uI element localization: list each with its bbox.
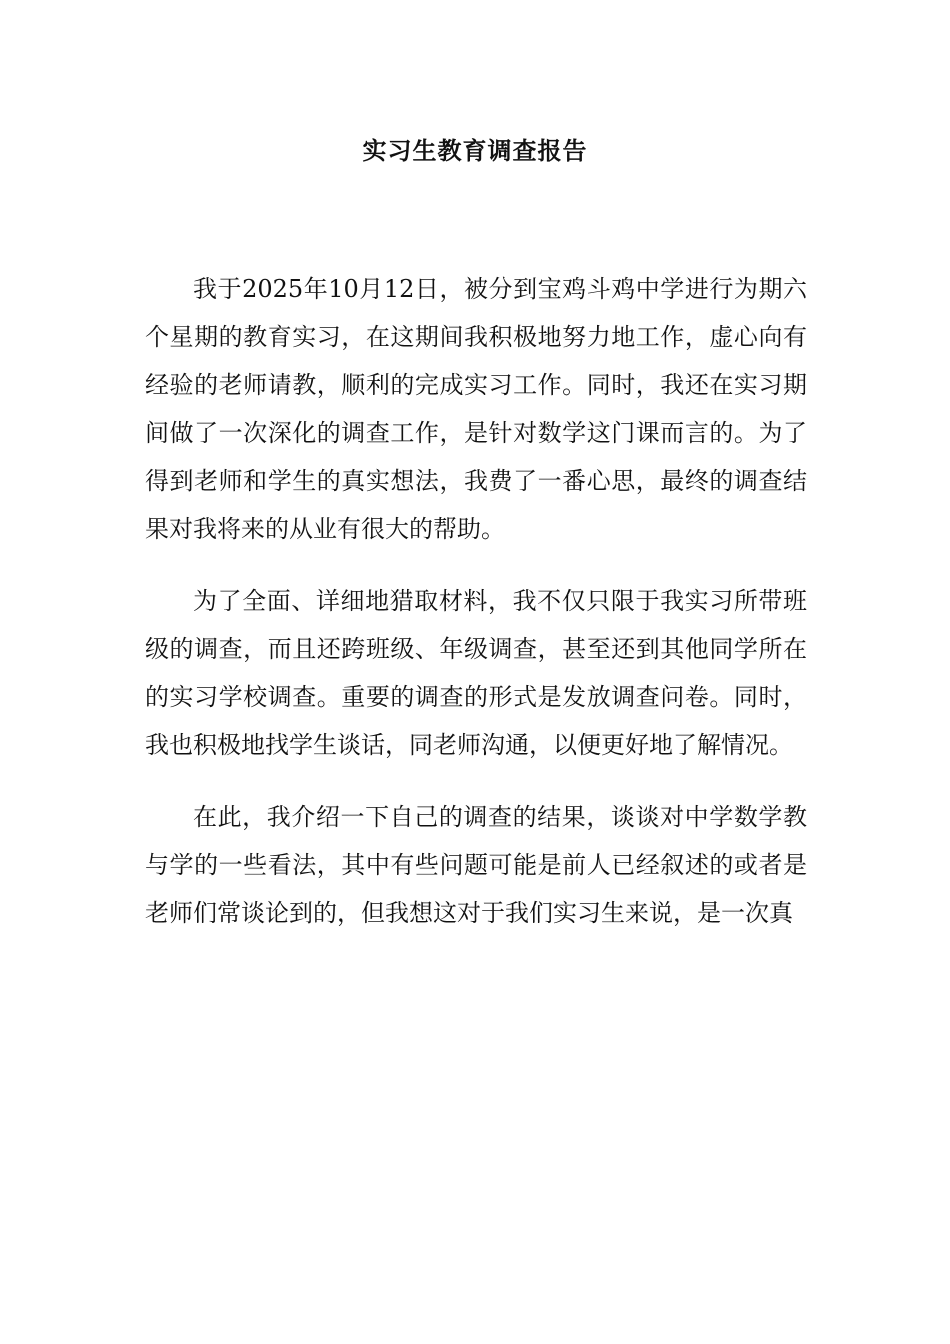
paragraph: 我于2025年10月12日，被分到宝鸡斗鸡中学进行为期六个星期的教育实习，在这期间我积极地努力地工作，虚心向有经验的老师请教，顺利的完成实习工作。同时，我还在实习期间做了一次深化的调查工作，是针对数学这门课而言的。为了得到老师和学生的真实想法，我费了一番心思，最终的调查结果对我将来的从业有很大的帮助。: [145, 275, 807, 543]
paragraph: 为了全面、详细地猎取材料，我不仅只限于我实习所带班级的调查，而且还跨班级、年级调查，甚至还到其他同学所在的实习学校调查。重要的调查的形式是发放调查问卷。同时，我也积极地找学生谈话，同老师沟通，以便更好地了解情况。: [145, 587, 807, 759]
document-title: 实习生教育调查报告: [362, 136, 588, 165]
paragraph: 在此，我介绍一下自己的调查的结果，谈谈对中学数学教与学的一些看法，其中有些问题可能是前人已经叙述的或者是老师们常谈论到的，但我想这对于我们实习生来说，是一次真: [145, 803, 807, 927]
document-body: [145, 253, 807, 949]
